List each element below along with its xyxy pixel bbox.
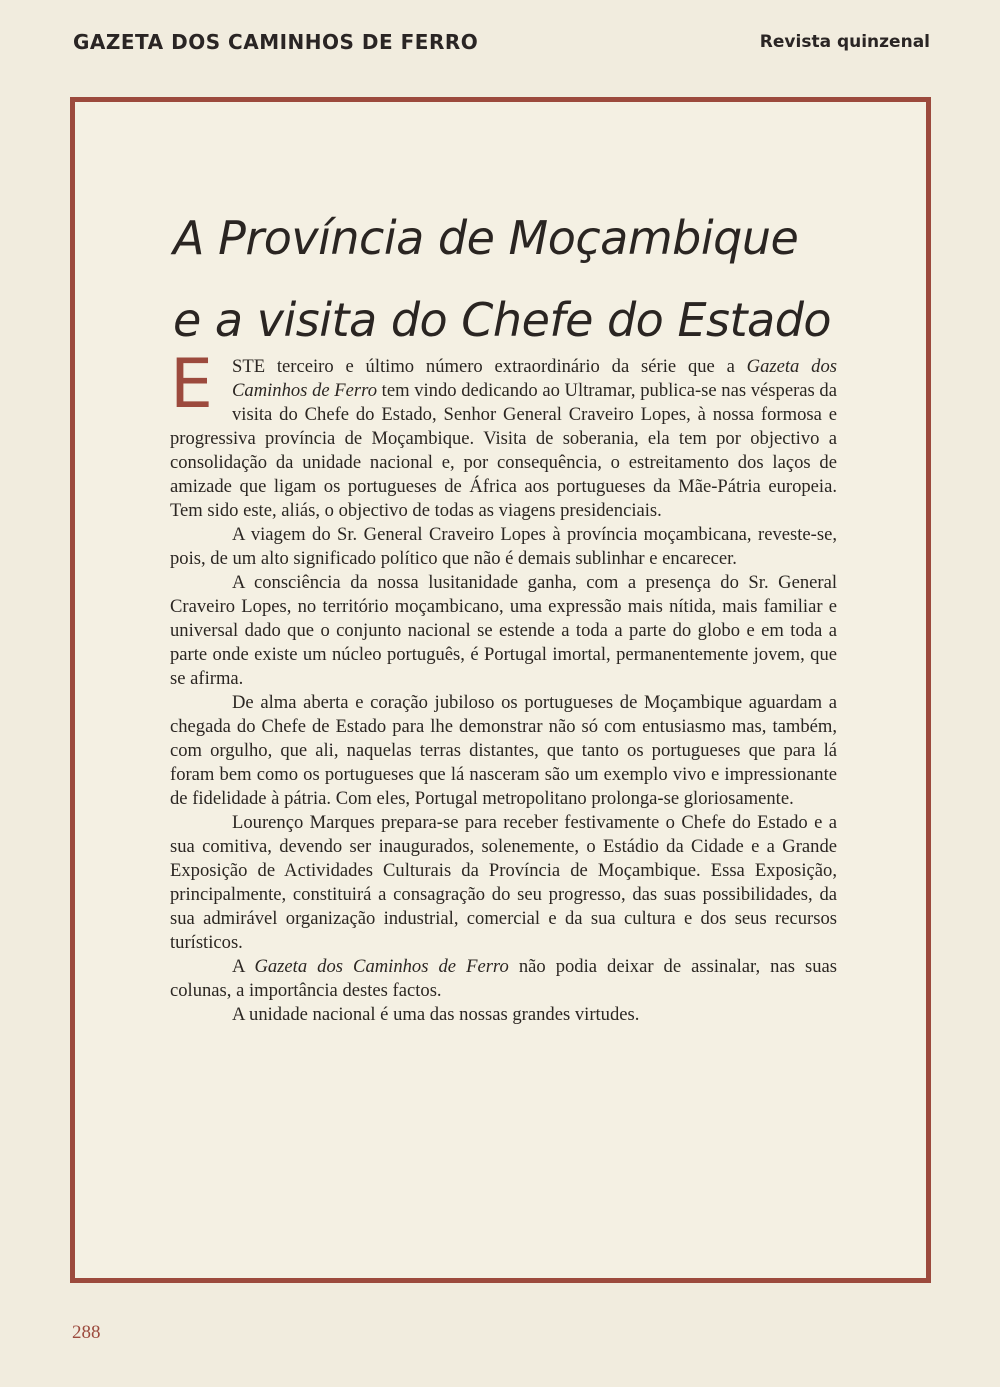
paragraph-1-text-a: STE terceiro e último número extraordinário da série que a — [232, 356, 747, 377]
paragraph-3: A consciência da nossa lusitanidade ganha, com a presença do Sr. General Craveiro Lopes, no território moçambicano, uma expressão mais nítida, mais familiar e universal dado que o conjunto nacional se estende a toda a parte do globo e em toda a parte onde existe um núcleo português, é Portugal imortal, permanentemente jovem, que se afirma. — [170, 572, 837, 689]
publication-title: GAZETA DOS CAMINHOS DE FERRO — [73, 30, 479, 54]
article-title-line-2: e a visita do Chefe do Estado — [173, 293, 832, 347]
paragraph-6-italic: Gazeta dos Caminhos de Ferro — [254, 956, 509, 977]
paragraph-6 — [170, 955, 837, 1003]
paragraph-7: A unidade nacional é uma das nossas grandes virtudes. — [232, 1004, 640, 1025]
article-title-line-1: A Província de Moçambique — [173, 211, 799, 265]
page-header — [73, 30, 930, 60]
page-number: 288 — [72, 1322, 101, 1343]
paragraph-6-text-a: A — [232, 956, 255, 977]
paragraph-5: Lourenço Marques prepara-se para receber festivamente o Chefe do Estado e a sua comitiva, devendo ser inaugurados, solenemente, o Estádio da Cidade e a Grande Exposição de Actividades Culturais da Província de Moçambique. Essa Exposição, principalmente, constituirá a consagração do seu progresso, das suas possibilidades, da sua admirável organização industrial, comercial e da sua cultura e dos seus recursos turísticos. — [170, 812, 837, 953]
article-frame — [70, 97, 931, 1283]
paragraph-1-text-b: tem vindo dedicando ao Ultramar, publica-se nas vésperas da visita do Chefe do Estado, Senhor General Craveiro Lopes, à nossa formosa e progressiva província de Moçambique. Visita de soberania, ela tem por objectivo a consolidação da unidade nacional e, por consequência, o estreitamento dos laços de amizade que ligam os portugueses de África aos portugueses da Mãe-Pátria europeia. Tem sido este, aliás, o objectivo de todas as viagens presidenciais. — [170, 380, 837, 521]
paragraph-6-text-b: não podia deixar de assinalar, nas suas colunas, a importância destes factos. — [170, 956, 837, 1001]
paragraph-1-italic: Gazeta dos Caminhos de Ferro — [232, 356, 837, 401]
paragraph-2: A viagem do Sr. General Craveiro Lopes à província moçambicana, reveste-se, pois, de um alto significado político que não é demais sublinhar e encarecer. — [170, 524, 837, 569]
article-title — [173, 197, 863, 361]
paragraph-4: De alma aberta e coração jubiloso os portugueses de Moçambique aguardam a chegada do Chefe de Estado para lhe demonstrar não só com entusiasmo mas, também, com orgulho, que ali, naquelas terras distantes, que tanto os portugueses que para lá foram bem como os portugueses que lá nasceram são um exemplo vivo e impressionante de fidelidade à pátria. Com eles, Portugal metropolitano prolonga-se gloriosamente. — [170, 692, 837, 809]
publication-frequency: Revista quinzenal — [759, 32, 930, 52]
article-body — [170, 345, 837, 1027]
paragraph-1 — [170, 345, 837, 523]
drop-cap: E — [170, 345, 213, 424]
